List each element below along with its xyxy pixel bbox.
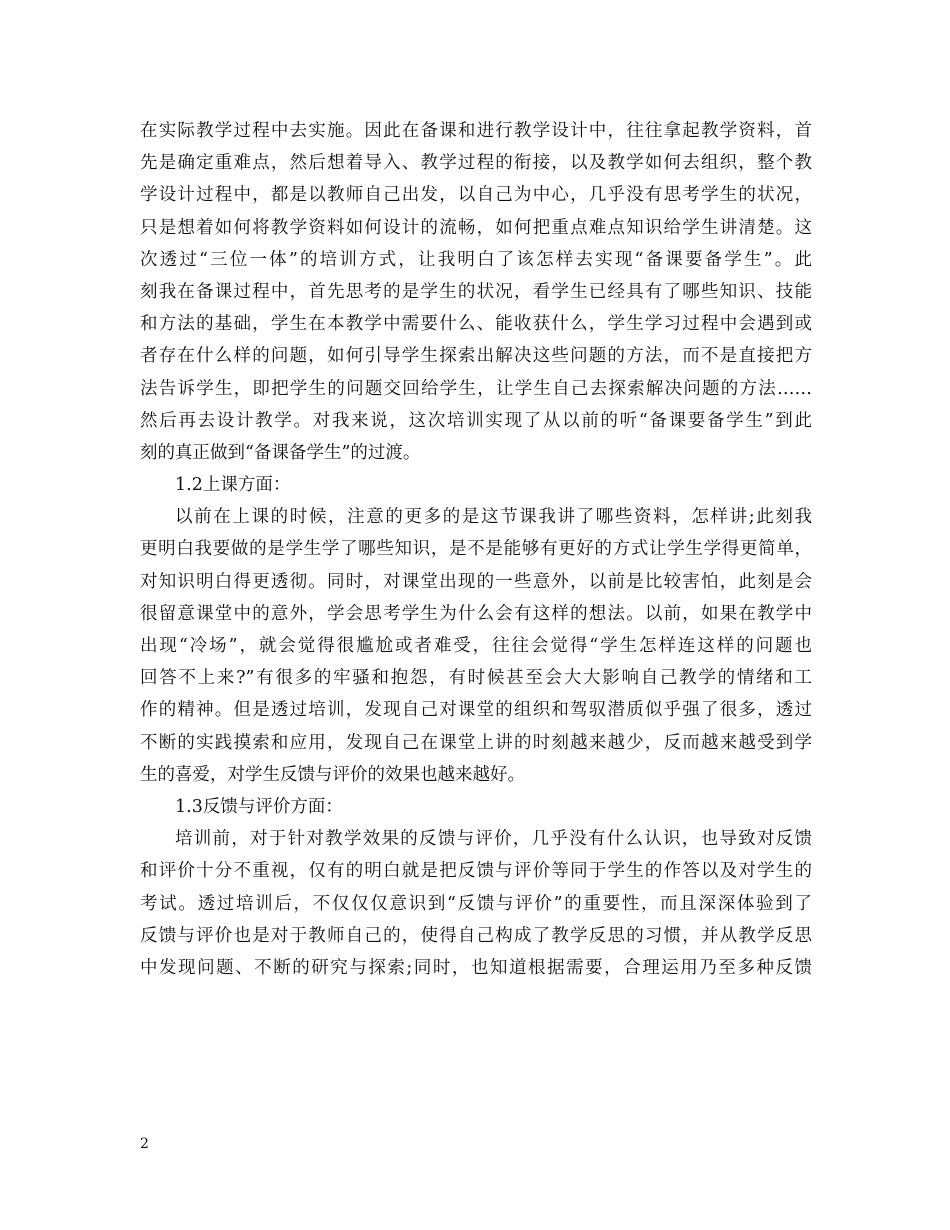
document-page [140,115,812,984]
text-line: 先是确定重难点，然后想着导入、教学过程的衔接，以及教学如何去组织，整个教 [140,153,812,174]
text-line: 以前在上课的时候，注意的更多的是这节课我讲了哪些资料，怎样讲;此刻我 [175,507,812,528]
text-line: 学设计过程中，都是以教师自己出发，以自己为中心，几乎没有思考学生的状况， [140,185,812,206]
text-line: 回答不上来?”有很多的牢骚和抱怨，有时候甚至会大大影响自己教学的情绪和工 [140,668,812,689]
text-line: 和评价十分不重视，仅有的明白就是把反馈与评价等同于学生的作答以及对学生的 [140,861,812,882]
text-line: 不断的实践摸索和应用，发现自己在课堂上讲的时刻越来越少，反而越来越受到学 [140,732,812,753]
text-line: 和方法的基础，学生在本教学中需要什么、能收获什么，学生学习过程中会遇到或 [140,314,812,335]
page-number: 2 [140,1136,149,1152]
section-heading: 1.2上课方面： [175,475,291,496]
text-line: 出现“冷场”，就会觉得很尴尬或者难受，往往会觉得“学生怎样连这样的问题也 [140,636,812,656]
section-heading: 1.3反馈与评价方面： [175,796,343,817]
text-line: 刻我在备课过程中，首先思考的是学生的状况，看学生已经具有了哪些知识、技能 [140,281,812,302]
text-line: 然后再去设计教学。对我来说，这次培训实现了从以前的听“备课要备学生”到此 [140,410,812,431]
text-line: 培训前，对于针对教学效果的反馈与评价，几乎没有什么认识，也导致对反馈 [175,829,812,850]
text-line: 刻的真正做到“备课备学生”的过渡。 [140,442,421,463]
text-line: 者存在什么样的问题，如何引导学生探索出解决这些问题的方法，而不是直接把方 [140,346,812,367]
text-line: 只是想着如何将教学资料如何设计的流畅，如何把重点难点知识给学生讲清楚。这 [140,217,812,238]
text-line: 法告诉学生，即把学生的问题交回给学生，让学生自己去探索解决问题的方法…… [140,378,812,399]
text-line: 生的喜爱，对学生反馈与评价的效果也越来越好。 [140,764,525,785]
text-line: 中发现问题、不断的研究与探索;同时，也知道根据需要，合理运用乃至多种反馈 [140,957,812,978]
text-line: 对知识明白得更透彻。同时，对课堂出现的一些意外，以前是比较害怕，此刻是会 [140,571,812,592]
text-line: 在实际教学过程中去实施。因此在备课和进行教学设计中，往往拿起教学资料，首 [140,121,812,141]
text-line: 反馈与评价也是对于教师自己的，使得自己构成了教学反思的习惯，并从教学反思 [140,925,812,946]
text-line: 次透过“三位一体”的培训方式，让我明白了该怎样去实现“备课要备学生”。此 [140,249,812,270]
text-line: 考试。透过培训后，不仅仅仅意识到“反馈与评价”的重要性，而且深深体验到了 [140,893,812,914]
text-line: 很留意课堂中的意外，学会思考学生为什么会有这样的想法。以前，如果在教学中 [140,603,812,624]
text-line: 更明白我要做的是学生学了哪些知识，是不是能够有更好的方式让学生学得更简单， [140,539,812,560]
text-line: 作的精神。但是透过培训，发现自己对课堂的组织和驾驭潜质似乎强了很多，透过 [140,700,812,721]
